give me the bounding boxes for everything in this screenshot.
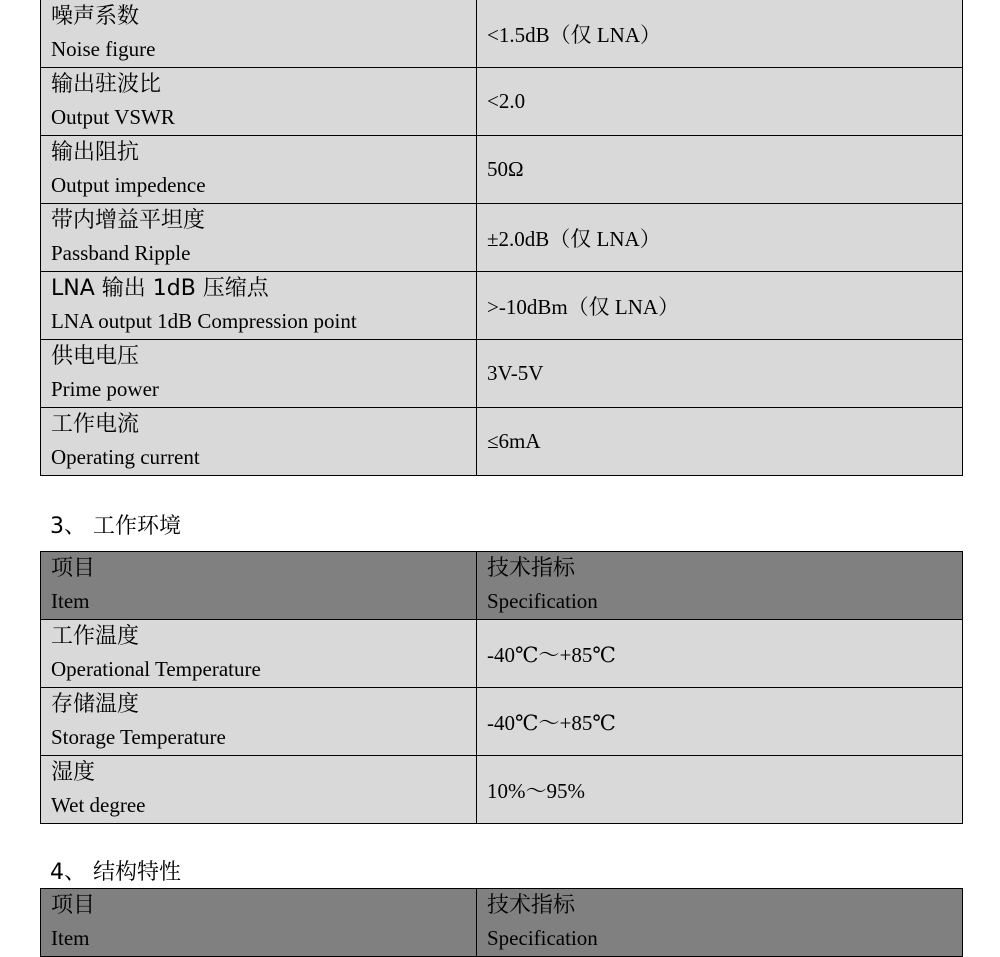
value-cell [477, 340, 963, 408]
item-cell [41, 0, 477, 68]
header-item-cell [41, 552, 477, 620]
item-cell [41, 68, 477, 136]
section-4-title: 4、 结构特性 [50, 860, 181, 885]
item-label-zh: 输出驻波比 [51, 71, 162, 97]
table-row [41, 408, 963, 476]
item-cell [41, 408, 477, 476]
header-spec-zh: 技术指标 [487, 892, 576, 918]
item-label-zh: 供电电压 [51, 343, 140, 369]
header-spec-en: Specification [487, 925, 598, 950]
item-label-zh: 带内增益平坦度 [51, 207, 206, 233]
table-row [41, 136, 963, 204]
item-label-en: Operational Temperature [51, 656, 261, 681]
item-label-en: Noise figure [51, 36, 156, 61]
item-cell [41, 620, 477, 688]
value-cell [477, 0, 963, 68]
table-row [41, 68, 963, 136]
environment-spec-table [40, 551, 963, 824]
table-row [41, 0, 963, 68]
spec-value: <1.5dB（仅 LNA） [487, 22, 662, 47]
table-header-row [41, 552, 963, 620]
item-cell [41, 204, 477, 272]
spec-value: -40℃～+85℃ [487, 642, 616, 667]
table-header-row [41, 889, 963, 957]
item-label-zh: 工作电流 [51, 411, 140, 437]
value-cell [477, 408, 963, 476]
header-spec-en: Specification [487, 588, 598, 613]
value-cell [477, 756, 963, 824]
header-item-en: Item [51, 588, 90, 613]
spec-value: -40℃～+85℃ [487, 710, 616, 735]
section-3-title: 3、 工作环境 [50, 514, 181, 539]
item-label-en: Output VSWR [51, 104, 175, 129]
item-label-en: Prime power [51, 376, 159, 401]
item-label-zh: 噪声系数 [51, 3, 140, 29]
value-cell [477, 620, 963, 688]
spec-value: 3V-5V [487, 361, 544, 385]
structure-spec-table [40, 888, 963, 957]
item-label-zh: 工作温度 [51, 623, 140, 649]
item-label-zh: 输出阻抗 [51, 139, 140, 165]
header-item-cell [41, 889, 477, 957]
spec-value: <2.0 [487, 89, 526, 113]
item-label-en: Operating current [51, 444, 200, 469]
item-label-en: LNA output 1dB Compression point [51, 308, 357, 333]
item-cell [41, 340, 477, 408]
item-label-en: Output impedence [51, 172, 206, 197]
item-cell [41, 272, 477, 340]
electrical-spec-table [40, 0, 963, 476]
item-label-zh: 存储温度 [51, 691, 140, 717]
item-label-en: Storage Temperature [51, 724, 226, 749]
header-spec-cell [477, 889, 963, 957]
spec-value: ≤6mA [487, 429, 541, 453]
header-item-zh: 项目 [51, 892, 96, 918]
table-row [41, 688, 963, 756]
table-row [41, 204, 963, 272]
item-label-en: Passband Ripple [51, 240, 191, 265]
header-item-zh: 项目 [51, 555, 96, 581]
item-label-zh: LNA 输出 1dB 压缩点 [51, 275, 269, 301]
table-row [41, 756, 963, 824]
spec-value: 50Ω [487, 157, 524, 181]
spec-value: 10%～95% [487, 778, 585, 803]
spec-value: ±2.0dB（仅 LNA） [487, 226, 661, 251]
header-spec-cell [477, 552, 963, 620]
value-cell [477, 136, 963, 204]
item-cell [41, 756, 477, 824]
item-cell [41, 688, 477, 756]
item-label-en: Wet degree [51, 792, 146, 817]
table-row [41, 340, 963, 408]
item-label-zh: 湿度 [51, 759, 96, 785]
header-spec-zh: 技术指标 [487, 555, 576, 581]
value-cell [477, 68, 963, 136]
table-row [41, 272, 963, 340]
item-cell [41, 136, 477, 204]
value-cell [477, 688, 963, 756]
value-cell [477, 204, 963, 272]
header-item-en: Item [51, 925, 90, 950]
value-cell [477, 272, 963, 340]
spec-value: >-10dBm（仅 LNA） [487, 294, 680, 319]
table-row [41, 620, 963, 688]
